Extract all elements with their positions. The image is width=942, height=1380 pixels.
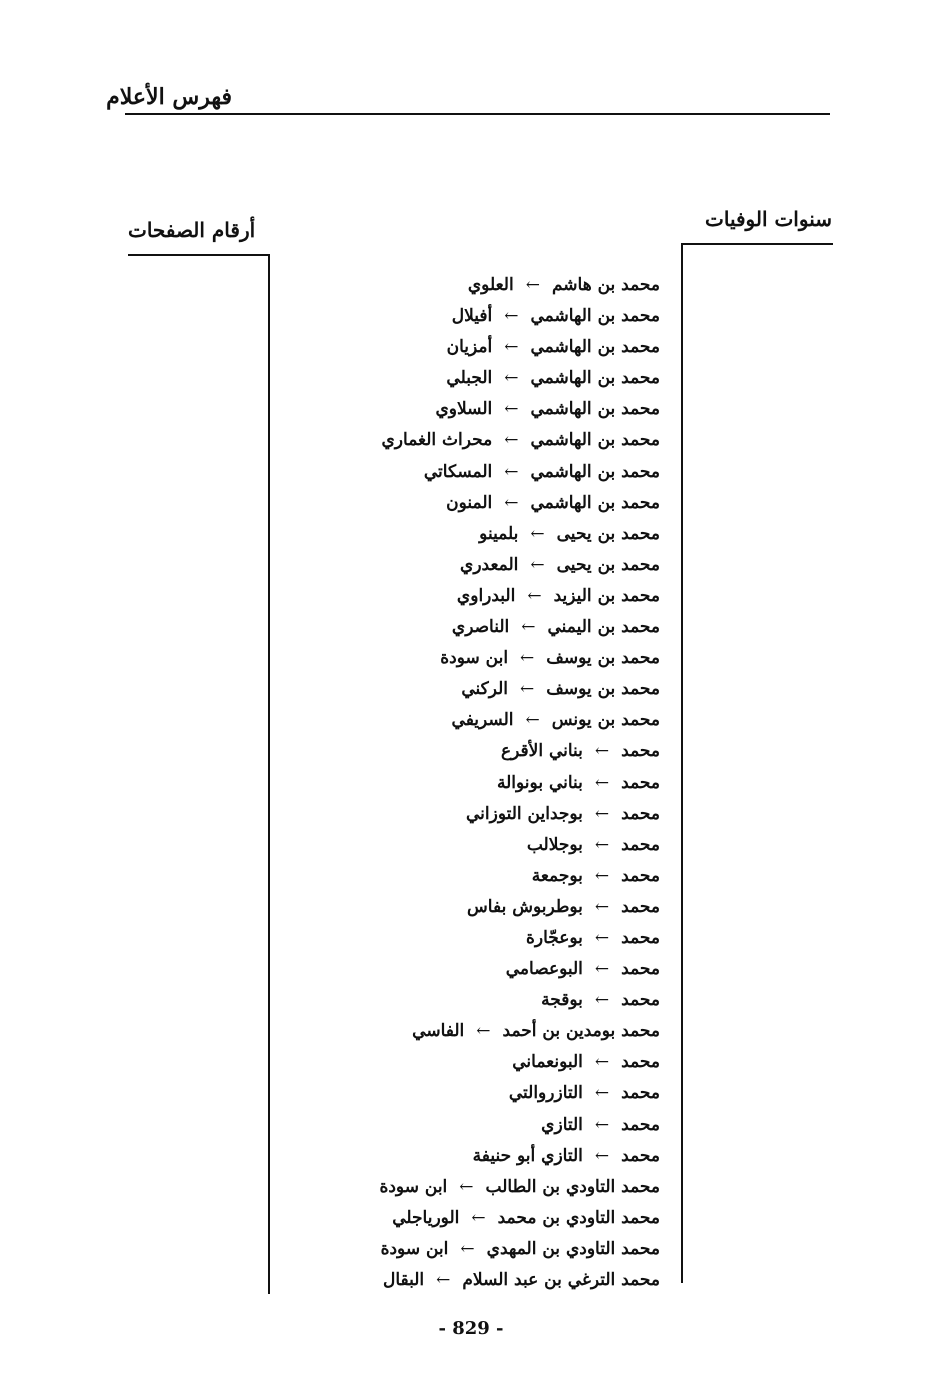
entry-given-name: محمد: [621, 990, 660, 1011]
entry-given-name: محمد: [621, 1052, 660, 1073]
entry-given-name: محمد: [621, 803, 660, 824]
entry-given-name: محمد بن الهاشمي: [530, 368, 660, 389]
entry-family-name: بناني الأقرع: [500, 741, 583, 762]
entry-given-name: محمد: [621, 1145, 660, 1166]
index-entry: [290, 425, 660, 456]
entry-family-name: بوجلالب: [526, 834, 583, 855]
entry-family-name: البونعماني: [512, 1052, 583, 1073]
index-entry: [290, 1203, 660, 1234]
entry-family-name: أفيلال: [451, 306, 493, 327]
left-arrow-icon: ←: [436, 1270, 451, 1290]
entry-given-name: محمد بن يونس: [551, 710, 660, 731]
entry-family-name: بوجداين التوزاني: [465, 803, 583, 824]
entry-family-name: بوطربوش بفاس: [467, 896, 583, 917]
entry-family-name: البقال: [382, 1270, 425, 1290]
left-arrow-icon: ←: [594, 803, 610, 824]
index-entry: [290, 457, 660, 488]
left-arrow-icon: ←: [525, 710, 540, 731]
entry-given-name: محمد التاودي بن الطالب: [485, 1176, 660, 1197]
entry-family-name: البوعصامي: [505, 959, 583, 980]
index-entry: [290, 768, 660, 799]
right-frame-rule: [681, 243, 833, 245]
left-arrow-icon: ←: [594, 959, 610, 980]
index-entry: [290, 581, 660, 612]
left-arrow-icon: ←: [594, 1114, 610, 1135]
entry-given-name: محمد التاودي بن محمد: [497, 1207, 660, 1228]
left-arrow-icon: ←: [525, 275, 540, 295]
entry-given-name: محمد بن يوسف: [546, 648, 660, 669]
left-arrow-icon: ←: [594, 1083, 610, 1104]
index-entry: [290, 799, 660, 830]
entry-given-name: محمد بن الهاشمي: [530, 461, 660, 482]
left-arrow-icon: ←: [594, 1145, 610, 1166]
entry-given-name: محمد بن الهاشمي: [530, 399, 660, 420]
left-arrow-icon: ←: [527, 585, 542, 606]
page-number: - 829 -: [438, 1318, 504, 1339]
entry-given-name: محمد بن الهاشمي: [530, 306, 660, 327]
entry-family-name: ابن سودة: [379, 1176, 448, 1197]
entry-given-name: محمد: [621, 772, 660, 793]
left-arrow-icon: ←: [594, 865, 610, 886]
entry-given-name: محمد: [621, 927, 660, 948]
left-arrow-icon: ←: [459, 1176, 474, 1197]
entry-family-name: السلاوي: [435, 399, 493, 420]
entry-family-name: بناني بونوالة: [497, 772, 583, 793]
entry-family-name: السريفي: [451, 710, 514, 731]
entry-given-name: محمد بن الهاشمي: [530, 430, 660, 451]
index-entry: [290, 736, 660, 767]
entry-given-name: محمد: [621, 741, 660, 762]
left-arrow-icon: ←: [504, 461, 519, 482]
column-label-death-years: سنوات الوفيات: [705, 207, 832, 231]
index-entry: [290, 1141, 660, 1172]
left-arrow-icon: ←: [520, 648, 535, 669]
index-entry: [290, 332, 660, 363]
entry-family-name: المعدري: [460, 554, 519, 575]
left-arrow-icon: ←: [504, 306, 519, 327]
entry-family-name: أمزيان: [446, 337, 493, 358]
left-arrow-icon: ←: [476, 1021, 491, 1042]
index-entry: [290, 1234, 660, 1265]
left-frame-rule: [128, 254, 270, 256]
entry-family-name: الجبلي: [446, 368, 493, 389]
entry-given-name: محمد: [621, 1114, 660, 1135]
index-entry: [290, 643, 660, 674]
entry-family-name: الورياجلي: [392, 1207, 460, 1228]
entry-family-name: التازي أبو حنيفة: [472, 1145, 583, 1166]
index-entry: [290, 674, 660, 705]
entry-given-name: محمد: [621, 959, 660, 980]
entry-family-name: بوقجة: [541, 990, 583, 1011]
left-arrow-icon: ←: [594, 927, 610, 948]
entry-family-name: بوجمعة: [531, 865, 583, 886]
entry-given-name: محمد: [621, 834, 660, 855]
entry-given-name: محمد الترغي بن عبد السلام: [462, 1270, 660, 1290]
name-index-list: [290, 270, 660, 1300]
entry-given-name: محمد بن اليزيد: [553, 585, 660, 606]
left-arrow-icon: ←: [594, 834, 610, 855]
entry-given-name: محمد بن هاشم: [551, 275, 660, 295]
entry-given-name: محمد بن اليمني: [547, 617, 660, 638]
index-entry: [290, 363, 660, 394]
index-entry: [290, 1265, 660, 1296]
index-entry: [290, 861, 660, 892]
entry-family-name: الفاسي: [412, 1021, 465, 1042]
index-entry: [290, 985, 660, 1016]
header-rule: [125, 113, 830, 115]
entry-family-name: الركني: [461, 679, 509, 700]
left-arrow-icon: ←: [521, 617, 536, 638]
left-arrow-icon: ←: [594, 896, 610, 917]
left-arrow-icon: ←: [594, 741, 610, 762]
index-entry: [290, 488, 660, 519]
entry-given-name: محمد بن يوسف: [546, 679, 660, 700]
left-arrow-icon: ←: [594, 990, 610, 1011]
entry-given-name: محمد بن الهاشمي: [530, 337, 660, 358]
entry-family-name: العلوي: [467, 275, 514, 295]
left-arrow-icon: ←: [504, 337, 519, 358]
index-entry: [290, 1110, 660, 1141]
entry-family-name: التازي: [541, 1114, 583, 1135]
entry-given-name: محمد: [621, 1083, 660, 1104]
left-arrow-icon: ←: [504, 368, 519, 389]
entry-family-name: البدراوي: [456, 585, 516, 606]
entry-family-name: المنون: [446, 492, 493, 513]
left-arrow-icon: ←: [520, 679, 535, 700]
entry-given-name: محمد بن الهاشمي: [530, 492, 660, 513]
left-arrow-icon: ←: [504, 399, 519, 420]
index-entry: [290, 1078, 660, 1109]
left-arrow-icon: ←: [530, 523, 545, 544]
left-arrow-icon: ←: [594, 1052, 610, 1073]
left-arrow-icon: ←: [504, 492, 519, 513]
entry-given-name: محمد: [621, 865, 660, 886]
entry-family-name: الناصري: [451, 617, 510, 638]
index-entry: [290, 705, 660, 736]
entry-family-name: المسكاتي: [423, 461, 493, 482]
entry-given-name: محمد بن يحيى: [556, 523, 660, 544]
left-arrow-icon: ←: [594, 772, 610, 793]
index-entry: [290, 394, 660, 425]
entry-given-name: محمد: [621, 896, 660, 917]
index-entry: [290, 1047, 660, 1078]
index-entry: [290, 550, 660, 581]
index-entry: [290, 612, 660, 643]
entry-family-name: بوعجّارة: [525, 927, 583, 948]
column-label-page-numbers: أرقام الصفحات: [128, 218, 256, 242]
entry-family-name: التازروالتي: [508, 1083, 583, 1104]
index-entry: [290, 270, 660, 301]
left-arrow-icon: ←: [460, 1238, 475, 1259]
running-header-title: فهرس الأعلام: [106, 84, 232, 110]
index-entry: [290, 1172, 660, 1203]
index-entry: [290, 519, 660, 550]
index-entry: [290, 301, 660, 332]
left-arrow-icon: ←: [530, 554, 545, 575]
entry-family-name: محراث الغماري: [381, 430, 493, 451]
left-arrow-icon: ←: [471, 1207, 486, 1228]
entry-given-name: محمد بن يحيى: [556, 554, 660, 575]
index-entry: [290, 923, 660, 954]
left-arrow-icon: ←: [504, 430, 519, 451]
index-entry: [290, 830, 660, 861]
left-frame-vertical: [268, 254, 270, 1294]
index-entry: [290, 892, 660, 923]
index-entry: [290, 1016, 660, 1047]
entry-family-name: ابن سودة: [380, 1238, 449, 1259]
entry-family-name: بلمينو: [479, 523, 519, 544]
right-frame-vertical: [681, 243, 683, 1283]
entry-family-name: ابن سودة: [440, 648, 509, 669]
index-entry: [290, 954, 660, 985]
entry-given-name: محمد التاودي بن المهدي: [486, 1238, 660, 1259]
entry-given-name: محمد بومدين بن أحمد: [502, 1021, 660, 1042]
